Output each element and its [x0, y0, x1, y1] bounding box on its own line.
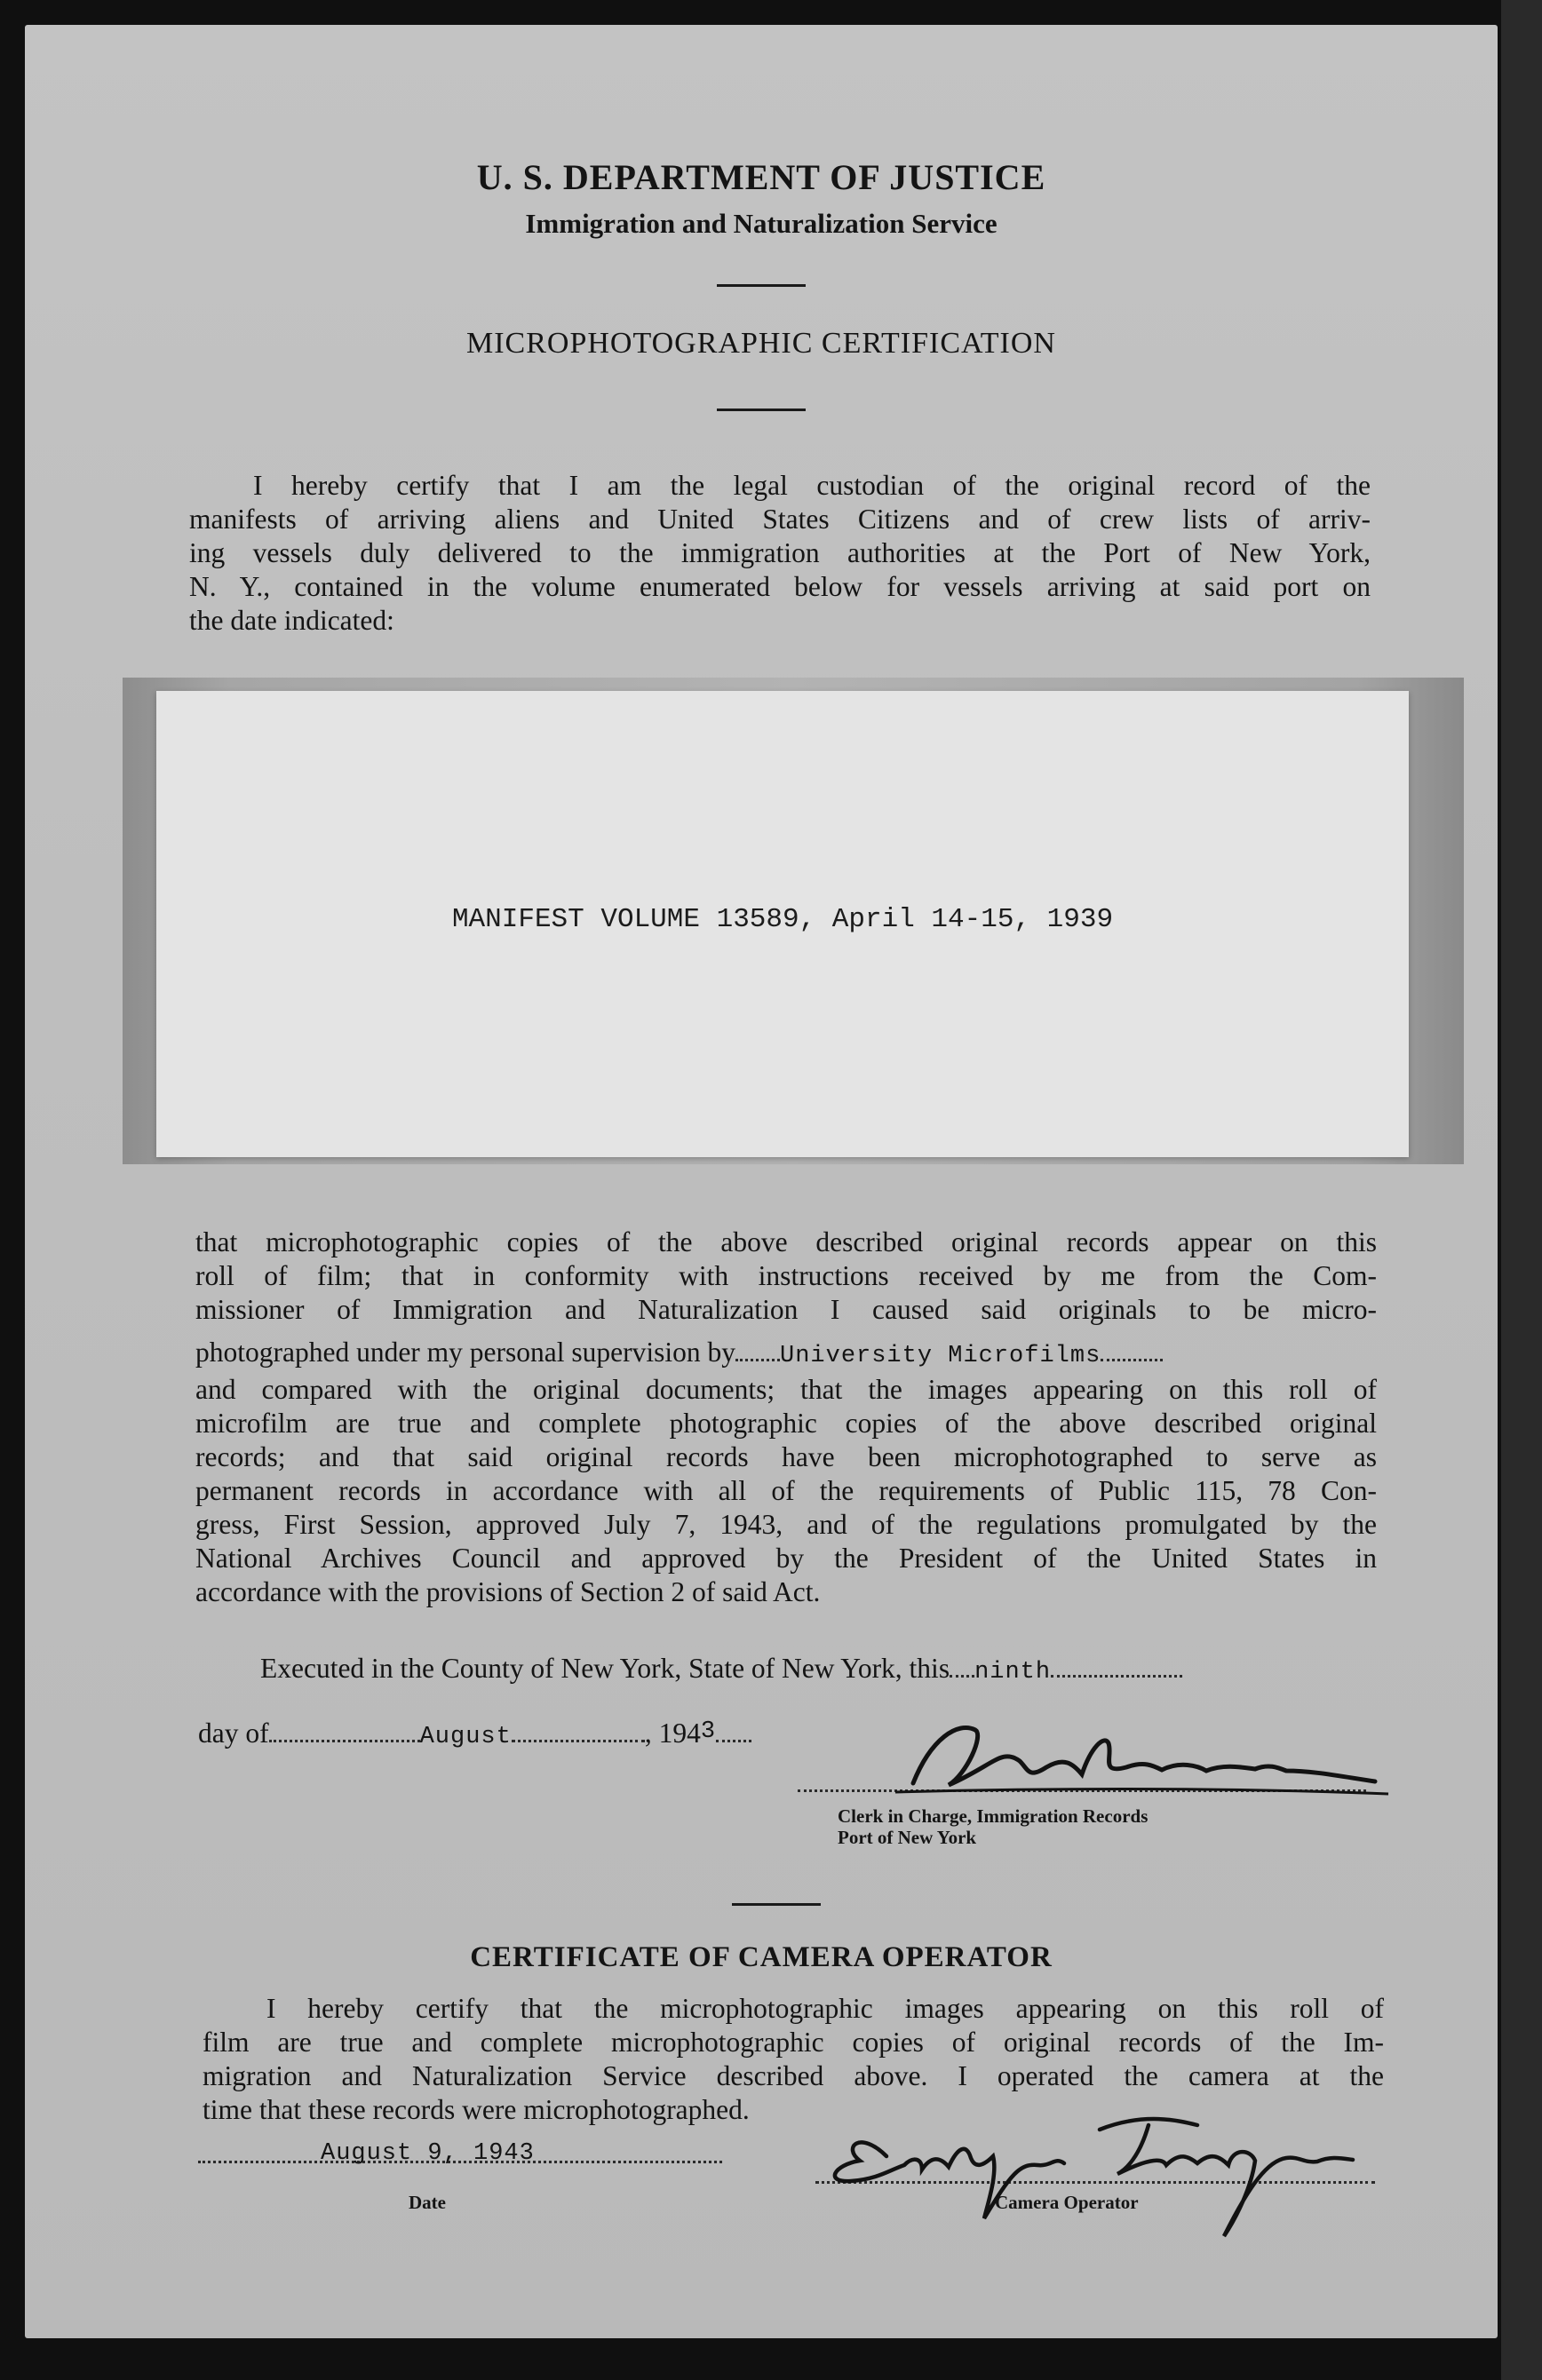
paragraph-line: manifests of arriving aliens and United States Citizens and of crew lists of arriv- — [189, 504, 1371, 535]
paragraph-line: permanent records in accordance with all of the requirements of Public 115, 78 Con- — [195, 1475, 1377, 1506]
operator-date-value: August 9, 1943 — [321, 2140, 535, 2167]
fill-dots — [1101, 1336, 1163, 1361]
day-of-label: day of — [198, 1718, 269, 1749]
divider — [717, 409, 806, 411]
year-value: 3 — [700, 1718, 717, 1745]
paragraph-line: I hereby certify that I am the legal custodian of the original record of the — [253, 470, 1371, 501]
fill-dots — [950, 1652, 974, 1678]
divider — [717, 284, 806, 287]
film-edge — [1501, 0, 1542, 2380]
paragraph-line: N. Y., contained in the volume enumerated below for vessels arriving at said port on — [189, 571, 1371, 602]
year-prefix: , 194 — [644, 1718, 701, 1749]
paragraph-line: ing vessels duly delivered to the immigration authorities at the Port of New York, — [189, 537, 1371, 568]
paragraph-line: I hereby certify that the microphotographic images appearing on this roll of — [266, 1993, 1384, 2024]
operator-signature — [807, 2094, 1375, 2249]
fill-dots — [512, 1717, 645, 1742]
day-value: ninth — [974, 1659, 1052, 1686]
fill-dots — [269, 1717, 420, 1742]
paragraph-line: records; and that said original records have been microphotographed to serve as — [195, 1441, 1377, 1472]
paragraph-line: National Archives Council and approved by the President of the United States in — [195, 1543, 1377, 1574]
microfilm-company: University Microfilms — [780, 1343, 1101, 1369]
camera-certificate-title: CERTIFICATE OF CAMERA OPERATOR — [470, 1941, 1053, 1973]
paragraph-line: gress, First Session, approved July 7, 1943, and of the regulations promulgated by the — [195, 1509, 1377, 1540]
service-subheading: Immigration and Naturalization Service — [525, 208, 998, 239]
supervision-line — [195, 1336, 1377, 1373]
execution-line — [260, 1652, 1182, 1686]
document-title: MICROPHOTOGRAPHIC CERTIFICATION — [465, 327, 1056, 360]
date-line — [198, 1717, 751, 1750]
paragraph-line: roll of film; that in conformity with instructions received by me from the Com- — [195, 1260, 1377, 1291]
execution-prefix: Executed in the County of New York, State of New York, this — [260, 1653, 950, 1684]
supervision-prefix: photographed under my personal supervision by — [195, 1337, 736, 1368]
operator-caption: Camera Operator — [995, 2192, 1139, 2213]
clerk-port: Port of New York — [838, 1827, 977, 1848]
department-heading: U. S. DEPARTMENT OF JUSTICE — [476, 157, 1046, 197]
fill-dots — [735, 1336, 780, 1361]
paragraph-line: the date indicated: — [189, 605, 394, 636]
clerk-signature — [895, 1712, 1393, 1810]
month-value: August — [419, 1724, 512, 1750]
paragraph-line: and compared with the original documents; that the images appearing on this roll of — [195, 1374, 1377, 1405]
paragraph-line: migration and Naturalization Service described above. I operated the camera at the — [203, 2060, 1384, 2091]
paragraph-line: accordance with the provisions of Section 2 of said Act. — [195, 1576, 821, 1607]
paragraph-line: film are true and complete microphotographic copies of original records of the Im- — [203, 2027, 1384, 2058]
fill-dots — [716, 1717, 751, 1742]
certification-paragraph — [189, 469, 1371, 638]
paragraph-line: time that these records were microphotographed. — [203, 2094, 750, 2125]
certificate-page — [25, 25, 1498, 2338]
divider — [732, 1903, 821, 1906]
clerk-caption — [838, 1805, 1148, 1848]
volume-card — [156, 691, 1409, 1157]
date-caption: Date — [409, 2192, 446, 2213]
paragraph-line: that microphotographic copies of the above described original records appear on this — [195, 1226, 1377, 1257]
paragraph-line: microfilm are true and complete photographic copies of the above described original — [195, 1408, 1377, 1439]
fill-dots — [1051, 1652, 1182, 1678]
details-paragraph — [195, 1226, 1377, 1609]
clerk-title: Clerk in Charge, Immigration Records — [838, 1805, 1149, 1827]
volume-text: MANIFEST VOLUME 13589, April 14-15, 1939 — [451, 904, 1114, 935]
paragraph-line: missioner of Immigration and Naturalization I caused said originals to be micro- — [195, 1294, 1377, 1325]
